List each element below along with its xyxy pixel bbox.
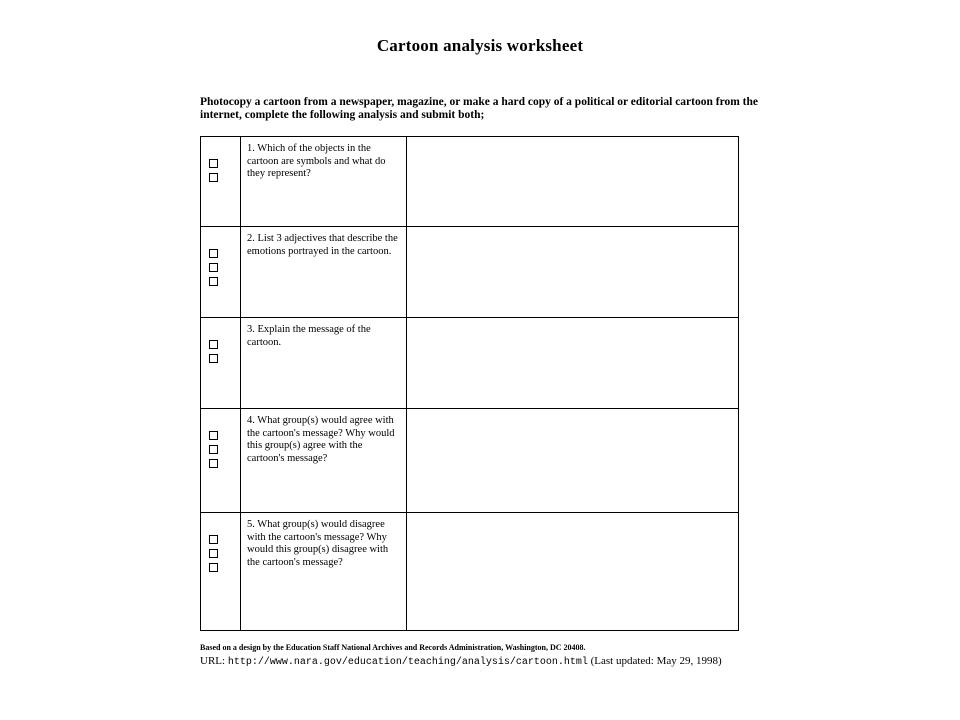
checkbox-cell xyxy=(201,513,241,631)
question-text: 4. What group(s) would agree with the cartoon's message? Why would this group(s) agree with the cartoon's message? xyxy=(247,415,395,464)
url-label: URL: xyxy=(200,655,228,667)
instructions: Photocopy a cartoon from a newspaper, magazine, or make a hard copy of a political or editorial cartoon from the internet, complete the following analysis and submit both; xyxy=(200,96,759,121)
checkbox[interactable] xyxy=(209,277,218,286)
checkbox-cell xyxy=(201,227,241,318)
checkbox[interactable] xyxy=(209,563,218,572)
url-line xyxy=(200,655,800,669)
checkbox-cell xyxy=(201,409,241,513)
answer-cell[interactable] xyxy=(407,409,739,513)
analysis-table xyxy=(200,136,739,631)
checkbox[interactable] xyxy=(209,354,218,363)
question-text: 5. What group(s) would disagree with the cartoon's message? Why would this group(s) disagree with the cartoon's message? xyxy=(247,519,389,568)
table-row xyxy=(201,318,739,409)
answer-cell[interactable] xyxy=(407,318,739,409)
checkbox[interactable] xyxy=(209,459,218,468)
table-row xyxy=(201,513,739,631)
footer xyxy=(200,643,800,669)
source-link[interactable]: http://www.nara.gov/education/teaching/analysis/cartoon.html xyxy=(227,657,588,668)
question-cell xyxy=(241,227,407,318)
table-row xyxy=(201,409,739,513)
credit-line: Based on a design by the Education Staff National Archives and Records Administration, Washington, DC 20408. xyxy=(200,643,586,652)
question-cell xyxy=(241,318,407,409)
question-cell xyxy=(241,137,407,227)
question-cell xyxy=(241,409,407,513)
checkbox[interactable] xyxy=(209,249,218,258)
page-title: Cartoon analysis worksheet xyxy=(376,36,584,55)
checkbox[interactable] xyxy=(209,431,218,440)
table-row xyxy=(201,137,739,227)
question-text: 2. List 3 adjectives that describe the emotions portrayed in the cartoon. xyxy=(247,233,398,257)
checkbox[interactable] xyxy=(209,445,218,454)
answer-cell[interactable] xyxy=(407,227,739,318)
checkbox[interactable] xyxy=(209,535,218,544)
question-text: 3. Explain the message of the cartoon. xyxy=(247,324,371,348)
checkbox[interactable] xyxy=(209,340,218,349)
table-row xyxy=(201,227,739,318)
checkbox[interactable] xyxy=(209,263,218,272)
checkbox-cell xyxy=(201,137,241,227)
checkbox[interactable] xyxy=(209,549,218,558)
question-text: 1. Which of the objects in the cartoon are symbols and what do they represent? xyxy=(247,143,386,180)
checkbox-cell xyxy=(201,318,241,409)
answer-cell[interactable] xyxy=(407,137,739,227)
checkbox[interactable] xyxy=(209,173,218,182)
answer-cell[interactable] xyxy=(407,513,739,631)
last-updated: (Last updated: May 29, 1998) xyxy=(587,655,722,667)
checkbox[interactable] xyxy=(209,159,218,168)
question-cell xyxy=(241,513,407,631)
